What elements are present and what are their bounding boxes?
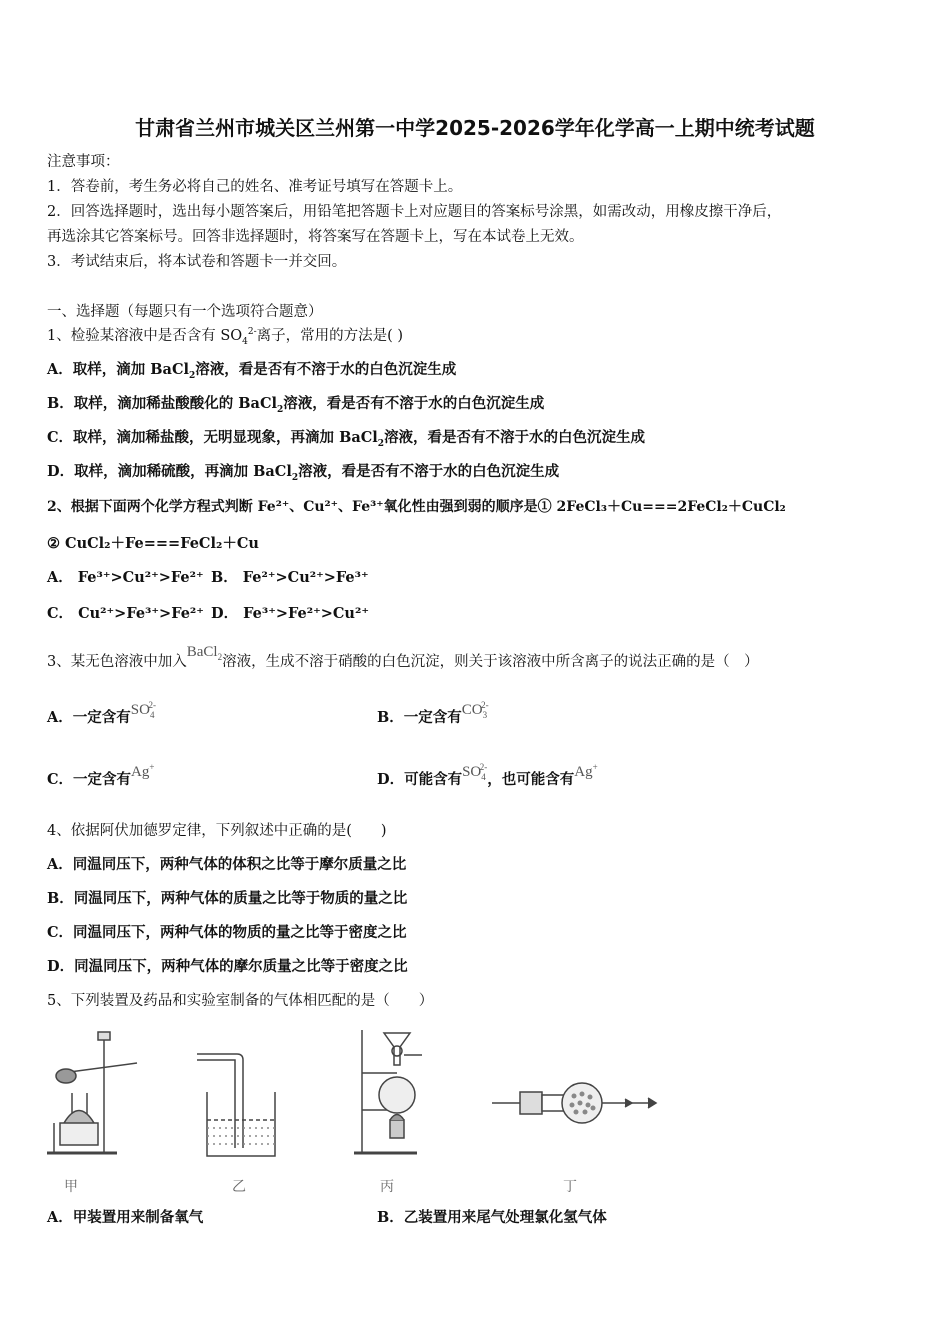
q4-stem: 4、依据阿伏加德罗定律，下列叙述中正确的是( ) xyxy=(47,823,387,839)
q2-option-c: C． Cu²⁺>Fe³⁺>Fe²⁺ xyxy=(47,605,204,622)
q1-stem: 1、检验某溶液中是否含有 $SO_4^{2-}$离子，常用的方法是( ) xyxy=(47,327,404,347)
notice-item-2: 2．回答选择题时，选出每小题答案后，用铅笔把答题卡上对应题目的答案标号涂黑，如需改动，用橡皮擦干净后， xyxy=(47,204,782,220)
q1-option-c: C．取样，滴加稀盐酸，无明显现象，再滴加 BaCl$_2$溶液，看是否有不溶于水的白色沉淀生成 xyxy=(47,429,646,449)
notice-item-1: 1．答卷前，考生务必将自己的姓名、准考证号填写在答题卡上。 xyxy=(47,179,463,195)
notice-heading: 注意事项： xyxy=(47,154,120,170)
q3-option-b: B．一定含有$CO_3^{2-}$ xyxy=(377,700,489,726)
q4-option-b: B．同温同压下，两种气体的质量之比等于物质的量之比 xyxy=(47,890,408,907)
apparatus-ding-figure xyxy=(490,1078,660,1128)
q4-option-c: C．同温同压下，两种气体的物质的量之比等于密度之比 xyxy=(47,924,407,941)
q5-option-a: A．甲装置用来制备氧气 xyxy=(47,1209,204,1226)
q3-reagent: BaCl$_2$ xyxy=(186,644,223,662)
q1-option-d: D．取样，滴加稀硫酸，再滴加 BaCl$_2$溶液，看是否有不溶于水的白色沉淀生成 xyxy=(47,463,560,483)
q1-option-a: A．取样，滴加 BaCl$_2$溶液，看是否有不溶于水的白色沉淀生成 xyxy=(47,361,457,381)
q3-stem: 3、某无色溶液中加入BaCl$_2$溶液，生成不溶于硝酸的白色沉淀，则关于该溶液中所含离子的说法正确的是（ ） xyxy=(47,644,759,670)
q3-option-d: D．可能含有$SO_4^{2-}$，也可能含有Ag+ xyxy=(377,762,598,788)
q2-stem: 2、根据下面两个化学方程式判断 Fe²⁺、Cu²⁺、Fe³⁺氧化性由强到弱的顺序是① 2FeCl₃＋Cu===2FeCl₂＋CuCl₂ xyxy=(47,499,786,515)
notice-item-3: 3．考试结束后，将本试卷和答题卡一并交回。 xyxy=(47,254,347,270)
q2-option-b: B． Fe²⁺>Cu²⁺>Fe³⁺ xyxy=(211,569,369,586)
q2-option-a: A． Fe³⁺>Cu²⁺>Fe²⁺ xyxy=(47,569,204,586)
apparatus-jia-figure xyxy=(42,1028,152,1163)
q2-option-d: D． Fe³⁺>Fe²⁺>Cu²⁺ xyxy=(211,605,369,622)
page-title: 甘肃省兰州市城关区兰州第一中学2025-2026学年化学高一上期中统考试题 xyxy=(135,116,815,140)
q1-option-b: B．取样，滴加稀盐酸酸化的 BaCl$_2$溶液，看是否有不溶于水的白色沉淀生成 xyxy=(47,395,545,415)
label-jia: 甲 xyxy=(64,1179,78,1195)
q4-option-d: D．同温同压下，两种气体的摩尔质量之比等于密度之比 xyxy=(47,958,408,975)
q3-option-a: A．一定含有$SO_4^{2-}$ xyxy=(47,700,156,726)
apparatus-yi-figure xyxy=(195,1048,285,1163)
label-bing: 丙 xyxy=(380,1179,394,1195)
q4-option-a: A．同温同压下，两种气体的体积之比等于摩尔质量之比 xyxy=(47,856,407,873)
q5-stem: 5、下列装置及药品和实验室制备的气体相匹配的是（ ） xyxy=(47,993,434,1009)
apparatus-bing-figure xyxy=(352,1025,432,1163)
notice-item-2-cont: 再选涂其它答案标号。回答非选择题时，将答案写在答题卡上，写在本试卷上无效。 xyxy=(47,229,584,245)
label-ding: 丁 xyxy=(563,1179,577,1195)
q3-option-c: C．一定含有Ag+ xyxy=(47,762,155,788)
q2-equation-2: ② CuCl₂＋Fe===FeCl₂＋Cu xyxy=(47,535,259,552)
q5-option-b: B．乙装置用来尾气处理氯化氢气体 xyxy=(377,1209,607,1226)
label-yi: 乙 xyxy=(232,1179,246,1195)
section-heading: 一、选择题（每题只有一个选项符合题意） xyxy=(47,304,323,320)
